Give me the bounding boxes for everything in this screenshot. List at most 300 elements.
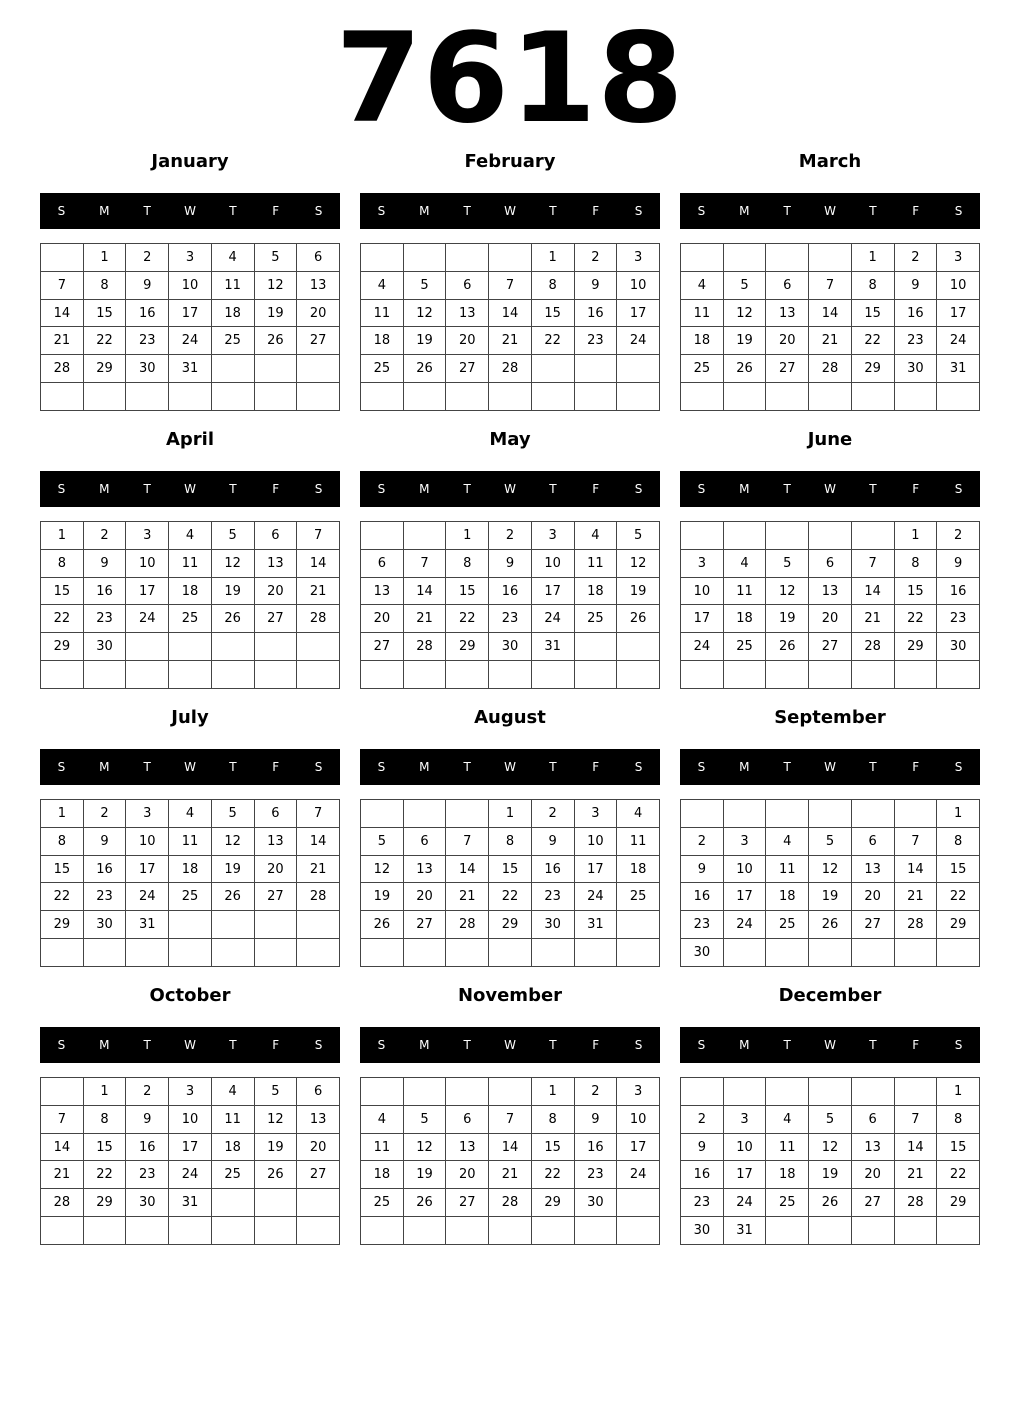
week-row [681, 383, 980, 411]
weekday-label: W [504, 204, 516, 218]
day-cell: 17 [574, 855, 617, 883]
day-cell: 2 [681, 827, 724, 855]
day-cell: 15 [937, 1133, 980, 1161]
day-cell: 13 [297, 1105, 340, 1133]
day-cell: 15 [851, 299, 894, 327]
week-row [41, 1133, 340, 1161]
day-cell: 31 [169, 1189, 212, 1217]
day-grid [680, 799, 980, 967]
day-cell [617, 1217, 660, 1245]
day-cell: 27 [361, 633, 404, 661]
day-cell [766, 522, 809, 550]
day-cell: 13 [446, 299, 489, 327]
weekday-label: T [783, 760, 791, 774]
day-cell: 28 [489, 355, 532, 383]
day-grid [680, 521, 980, 689]
day-cell: 13 [446, 1133, 489, 1161]
weekday-label: S [634, 482, 643, 496]
day-cell: 8 [446, 549, 489, 577]
day-cell: 7 [297, 522, 340, 550]
weekday-label: M [99, 1038, 110, 1052]
day-cell: 26 [403, 1189, 446, 1217]
day-cell: 2 [574, 244, 617, 272]
day-cell: 6 [361, 549, 404, 577]
day-cell [211, 911, 254, 939]
day-cell [617, 661, 660, 689]
weekday-label: T [869, 482, 877, 496]
week-row [41, 271, 340, 299]
weekday-label: W [504, 1038, 516, 1052]
day-cell: 3 [617, 244, 660, 272]
weekday-label: W [504, 482, 516, 496]
weekday-label: S [57, 760, 66, 774]
day-cell: 1 [41, 800, 84, 828]
week-row [41, 1078, 340, 1106]
day-cell: 14 [894, 855, 937, 883]
day-cell [681, 244, 724, 272]
day-cell: 10 [169, 1105, 212, 1133]
day-cell: 28 [41, 355, 84, 383]
weekday-label: T [143, 1038, 151, 1052]
weekday-label: T [463, 760, 471, 774]
day-cell: 13 [254, 549, 297, 577]
day-cell: 8 [937, 827, 980, 855]
day-cell: 3 [126, 800, 169, 828]
day-cell: 18 [574, 577, 617, 605]
day-cell [617, 383, 660, 411]
day-cell: 24 [617, 327, 660, 355]
day-cell [489, 244, 532, 272]
day-cell [126, 1217, 169, 1245]
day-cell: 24 [617, 1161, 660, 1189]
day-cell: 5 [809, 1105, 852, 1133]
weekday-label: S [314, 482, 323, 496]
week-row [361, 244, 660, 272]
day-cell: 25 [211, 327, 254, 355]
day-cell: 19 [766, 605, 809, 633]
day-cell [297, 1189, 340, 1217]
day-cell [809, 244, 852, 272]
day-cell: 4 [574, 522, 617, 550]
day-cell: 6 [254, 522, 297, 550]
day-cell [809, 661, 852, 689]
day-cell [489, 661, 532, 689]
day-cell: 21 [851, 605, 894, 633]
day-cell: 11 [574, 549, 617, 577]
weekday-header [680, 1027, 980, 1063]
day-grid [360, 243, 660, 411]
day-cell: 14 [809, 299, 852, 327]
day-cell [851, 522, 894, 550]
day-cell: 1 [446, 522, 489, 550]
day-cell: 6 [809, 549, 852, 577]
day-cell [809, 1217, 852, 1245]
day-cell: 26 [361, 911, 404, 939]
day-cell: 19 [211, 855, 254, 883]
day-cell [403, 522, 446, 550]
day-cell: 20 [809, 605, 852, 633]
day-cell [766, 244, 809, 272]
weekday-label: M [739, 1038, 750, 1052]
day-cell: 12 [809, 1133, 852, 1161]
day-cell: 21 [489, 327, 532, 355]
day-cell: 27 [851, 1189, 894, 1217]
week-row [681, 549, 980, 577]
week-row [361, 800, 660, 828]
month-name: July [171, 707, 209, 728]
day-cell: 16 [126, 299, 169, 327]
day-cell: 13 [851, 1133, 894, 1161]
day-cell: 14 [446, 855, 489, 883]
day-cell [297, 355, 340, 383]
day-cell: 29 [851, 355, 894, 383]
year-title: 7618 [335, 7, 685, 151]
day-cell [531, 939, 574, 967]
week-row [681, 1133, 980, 1161]
day-cell: 9 [531, 827, 574, 855]
day-cell [766, 661, 809, 689]
weekday-label: S [377, 482, 386, 496]
day-cell: 8 [531, 1105, 574, 1133]
day-cell: 19 [403, 327, 446, 355]
day-cell [489, 1217, 532, 1245]
day-cell: 7 [809, 271, 852, 299]
day-cell: 4 [766, 827, 809, 855]
day-cell [297, 661, 340, 689]
week-row [41, 855, 340, 883]
day-cell [894, 1217, 937, 1245]
day-cell: 24 [169, 1161, 212, 1189]
day-cell: 9 [126, 271, 169, 299]
day-cell: 8 [83, 1105, 126, 1133]
weekday-label: W [824, 482, 836, 496]
day-cell: 5 [254, 244, 297, 272]
weekday-label: S [314, 204, 323, 218]
day-cell: 5 [361, 827, 404, 855]
day-cell: 30 [126, 355, 169, 383]
day-cell: 30 [937, 633, 980, 661]
day-cell: 20 [361, 605, 404, 633]
day-cell: 20 [446, 327, 489, 355]
day-cell: 22 [83, 1161, 126, 1189]
day-cell: 4 [361, 271, 404, 299]
weekday-label: S [954, 482, 963, 496]
day-cell: 4 [211, 244, 254, 272]
weekday-label: M [739, 482, 750, 496]
day-cell: 24 [723, 911, 766, 939]
day-cell: 22 [531, 327, 574, 355]
day-cell: 5 [211, 800, 254, 828]
weekday-label: M [419, 1038, 430, 1052]
week-row [681, 827, 980, 855]
week-row [41, 939, 340, 967]
weekday-label: T [783, 1038, 791, 1052]
day-cell: 27 [254, 605, 297, 633]
weekday-label: S [377, 204, 386, 218]
day-cell: 22 [937, 1161, 980, 1189]
day-cell [41, 1078, 84, 1106]
weekday-label: S [697, 204, 706, 218]
day-cell [126, 939, 169, 967]
week-row [41, 1189, 340, 1217]
day-cell: 7 [489, 1105, 532, 1133]
day-grid [680, 243, 980, 411]
day-cell: 19 [723, 327, 766, 355]
day-cell: 9 [681, 1133, 724, 1161]
day-cell: 25 [574, 605, 617, 633]
day-cell: 4 [169, 800, 212, 828]
day-cell: 2 [126, 1078, 169, 1106]
day-cell: 26 [617, 605, 660, 633]
day-cell: 12 [723, 299, 766, 327]
weekday-label: T [549, 1038, 557, 1052]
day-cell: 10 [617, 271, 660, 299]
day-cell: 26 [211, 883, 254, 911]
day-cell: 7 [41, 271, 84, 299]
day-cell: 24 [574, 883, 617, 911]
week-row [361, 1078, 660, 1106]
weekday-header [360, 1027, 660, 1063]
week-row [41, 800, 340, 828]
week-row [361, 299, 660, 327]
day-cell: 14 [297, 827, 340, 855]
weekday-label: M [99, 482, 110, 496]
day-cell: 21 [489, 1161, 532, 1189]
day-cell [446, 800, 489, 828]
day-cell [361, 661, 404, 689]
day-cell [574, 633, 617, 661]
day-cell: 21 [446, 883, 489, 911]
day-cell [681, 383, 724, 411]
day-cell: 29 [489, 911, 532, 939]
day-cell: 21 [41, 327, 84, 355]
day-cell [894, 661, 937, 689]
day-cell: 17 [681, 605, 724, 633]
week-row [681, 1217, 980, 1245]
day-cell [446, 1217, 489, 1245]
day-cell: 15 [937, 855, 980, 883]
day-cell: 1 [531, 244, 574, 272]
day-cell: 8 [41, 549, 84, 577]
day-cell: 16 [574, 1133, 617, 1161]
day-cell: 29 [894, 633, 937, 661]
weekday-label: F [272, 482, 280, 496]
week-row [41, 661, 340, 689]
day-cell: 3 [169, 244, 212, 272]
day-cell: 2 [574, 1078, 617, 1106]
weekday-label: F [272, 760, 280, 774]
day-cell: 3 [937, 244, 980, 272]
day-cell [41, 661, 84, 689]
day-cell: 31 [937, 355, 980, 383]
day-cell: 9 [83, 827, 126, 855]
weekday-header [40, 193, 340, 229]
day-cell [211, 1217, 254, 1245]
weekday-label: F [912, 1038, 920, 1052]
month-name: December [778, 985, 882, 1006]
day-cell: 8 [41, 827, 84, 855]
day-cell [489, 1078, 532, 1106]
week-row [361, 855, 660, 883]
day-cell: 22 [851, 327, 894, 355]
day-cell: 19 [211, 577, 254, 605]
day-cell [446, 661, 489, 689]
day-cell [851, 1078, 894, 1106]
day-cell: 6 [297, 244, 340, 272]
weekday-label: F [272, 1038, 280, 1052]
day-cell: 11 [361, 299, 404, 327]
weekday-label: T [463, 204, 471, 218]
weekday-label: W [824, 1038, 836, 1052]
day-cell: 17 [531, 577, 574, 605]
day-cell: 18 [211, 1133, 254, 1161]
weekday-label: S [954, 204, 963, 218]
day-cell [41, 244, 84, 272]
day-cell: 22 [531, 1161, 574, 1189]
day-cell [254, 383, 297, 411]
day-cell: 19 [254, 1133, 297, 1161]
day-cell [809, 383, 852, 411]
day-cell: 6 [254, 800, 297, 828]
week-row [361, 577, 660, 605]
day-cell [681, 661, 724, 689]
day-cell [574, 355, 617, 383]
day-cell: 12 [809, 855, 852, 883]
week-row [361, 522, 660, 550]
day-cell: 18 [211, 299, 254, 327]
week-row [361, 549, 660, 577]
day-cell: 15 [41, 855, 84, 883]
day-cell [297, 633, 340, 661]
day-cell: 15 [894, 577, 937, 605]
day-cell: 30 [126, 1189, 169, 1217]
week-row [361, 827, 660, 855]
day-grid [40, 799, 340, 967]
day-cell [361, 1078, 404, 1106]
day-cell: 3 [169, 1078, 212, 1106]
day-cell: 13 [403, 855, 446, 883]
day-cell: 10 [723, 1133, 766, 1161]
day-cell [894, 383, 937, 411]
day-cell: 9 [681, 855, 724, 883]
day-cell: 26 [809, 911, 852, 939]
day-cell: 5 [403, 271, 446, 299]
day-cell: 25 [766, 1189, 809, 1217]
day-cell: 21 [297, 855, 340, 883]
weekday-label: S [57, 1038, 66, 1052]
month-name: April [165, 429, 215, 450]
weekday-label: W [184, 482, 196, 496]
day-cell: 17 [617, 299, 660, 327]
day-cell: 2 [83, 522, 126, 550]
day-cell [403, 661, 446, 689]
day-cell: 16 [83, 577, 126, 605]
month-name: September [774, 707, 886, 728]
day-cell: 23 [574, 327, 617, 355]
day-cell: 22 [894, 605, 937, 633]
weekday-label: T [143, 482, 151, 496]
week-row [361, 939, 660, 967]
day-cell [403, 383, 446, 411]
weekday-label: S [314, 760, 323, 774]
day-cell: 24 [126, 883, 169, 911]
day-cell: 30 [489, 633, 532, 661]
day-cell: 28 [297, 605, 340, 633]
day-cell: 14 [403, 577, 446, 605]
weekday-label: T [783, 482, 791, 496]
day-cell: 23 [574, 1161, 617, 1189]
day-cell: 7 [403, 549, 446, 577]
day-cell [531, 383, 574, 411]
weekday-header [40, 1027, 340, 1063]
day-cell: 22 [489, 883, 532, 911]
weekday-label: W [824, 204, 836, 218]
day-cell [851, 939, 894, 967]
day-cell: 18 [361, 1161, 404, 1189]
week-row [681, 605, 980, 633]
day-cell: 12 [211, 827, 254, 855]
day-cell [403, 1078, 446, 1106]
weekday-label: S [314, 1038, 323, 1052]
day-cell: 11 [169, 827, 212, 855]
week-row [681, 577, 980, 605]
day-cell: 24 [937, 327, 980, 355]
day-cell: 21 [894, 883, 937, 911]
day-cell: 13 [851, 855, 894, 883]
day-cell: 23 [126, 1161, 169, 1189]
day-cell [851, 1217, 894, 1245]
day-cell: 14 [297, 549, 340, 577]
day-cell: 20 [851, 1161, 894, 1189]
day-cell: 17 [169, 1133, 212, 1161]
day-cell: 27 [766, 355, 809, 383]
day-cell: 19 [361, 883, 404, 911]
day-cell [809, 939, 852, 967]
day-cell: 28 [894, 911, 937, 939]
day-cell: 16 [489, 577, 532, 605]
weekday-label: S [697, 482, 706, 496]
day-cell [361, 522, 404, 550]
day-cell: 27 [446, 1189, 489, 1217]
weekday-label: S [377, 1038, 386, 1052]
day-cell: 9 [126, 1105, 169, 1133]
day-cell: 10 [723, 855, 766, 883]
week-row [41, 883, 340, 911]
week-row [681, 633, 980, 661]
day-cell: 23 [681, 911, 724, 939]
weekday-label: M [99, 204, 110, 218]
day-cell: 28 [297, 883, 340, 911]
weekday-header [680, 471, 980, 507]
day-cell: 7 [446, 827, 489, 855]
day-cell [723, 800, 766, 828]
day-cell: 7 [894, 827, 937, 855]
weekday-label: W [504, 760, 516, 774]
day-cell [446, 383, 489, 411]
day-cell: 14 [41, 299, 84, 327]
day-cell: 12 [766, 577, 809, 605]
day-cell: 24 [723, 1189, 766, 1217]
day-cell [574, 383, 617, 411]
weekday-label: T [869, 204, 877, 218]
day-cell: 30 [681, 939, 724, 967]
day-cell [851, 383, 894, 411]
day-cell: 23 [937, 605, 980, 633]
day-cell [361, 383, 404, 411]
day-cell: 8 [894, 549, 937, 577]
day-cell [489, 939, 532, 967]
day-cell: 1 [937, 800, 980, 828]
